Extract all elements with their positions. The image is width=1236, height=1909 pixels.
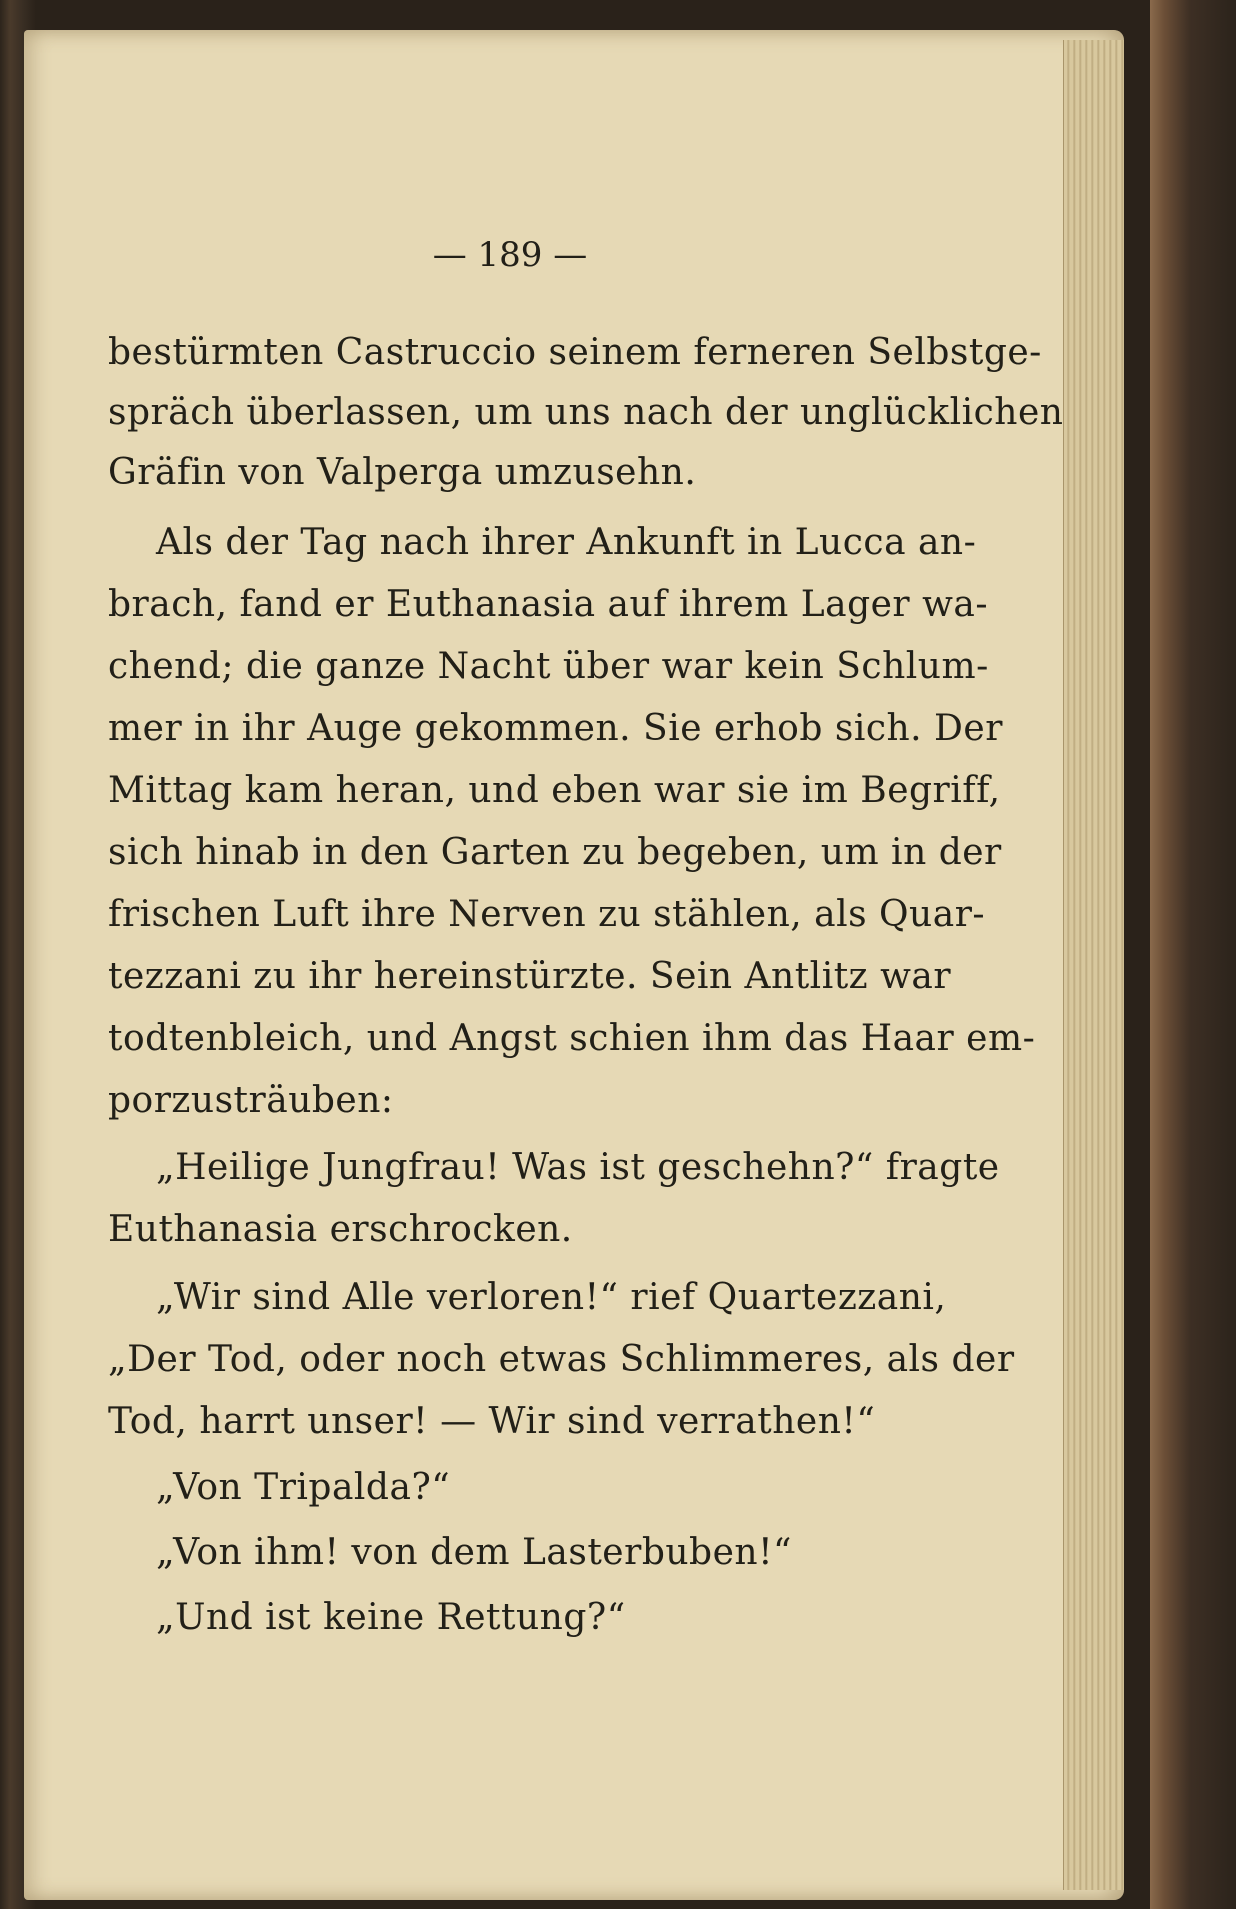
text-line: Tod, harrt unser! — Wir sind verrathen!“	[108, 1401, 876, 1442]
text-line: „Der Tod, oder noch etwas Schlimmeres, als der	[108, 1339, 1015, 1380]
text-line: porzusträuben:	[108, 1080, 394, 1121]
text-line: frischen Luft ihre Nerven zu stählen, als Quar-	[108, 894, 986, 935]
text-line: „Von Tripalda?“	[156, 1467, 451, 1508]
text-line: spräch überlassen, um uns nach der unglücklichen	[108, 392, 1064, 433]
page-edges	[1063, 40, 1124, 1890]
text-line: bestürmten Castruccio seinem ferneren Selbstge-	[108, 332, 1042, 373]
text-line: sich hinab in den Garten zu begeben, um in der	[108, 832, 1002, 873]
text-line: Euthanasia erschrocken.	[108, 1209, 573, 1250]
text-line: Mittag kam heran, und eben war sie im Begriff,	[108, 770, 1001, 811]
text-line: „Und ist keine Rettung?“	[156, 1597, 626, 1638]
text-line: „Heilige Jungfrau! Was ist geschehn?“ fragte	[156, 1147, 1000, 1188]
text-line: brach, fand er Euthanasia auf ihrem Lager wa-	[108, 584, 989, 625]
page-number: — 189 —	[432, 235, 588, 275]
text-line: „Von ihm! von dem Lasterbuben!“	[156, 1532, 792, 1573]
text-line: mer in ihr Auge gekommen. Sie erhob sich. Der	[108, 708, 1003, 749]
book-cover-edge	[1150, 0, 1236, 1909]
text-line: „Wir sind Alle verloren!“ rief Quartezzani,	[156, 1277, 947, 1318]
text-line: todtenbleich, und Angst schien ihm das Haar em-	[108, 1018, 1036, 1059]
text-line: chend; die ganze Nacht über war kein Schlum-	[108, 646, 989, 687]
text-line: tezzani zu ihr hereinstürzte. Sein Antlitz war	[108, 956, 952, 997]
text-line: Gräfin von Valperga umzusehn.	[108, 452, 697, 493]
text-line: Als der Tag nach ihrer Ankunft in Lucca an-	[156, 522, 977, 563]
